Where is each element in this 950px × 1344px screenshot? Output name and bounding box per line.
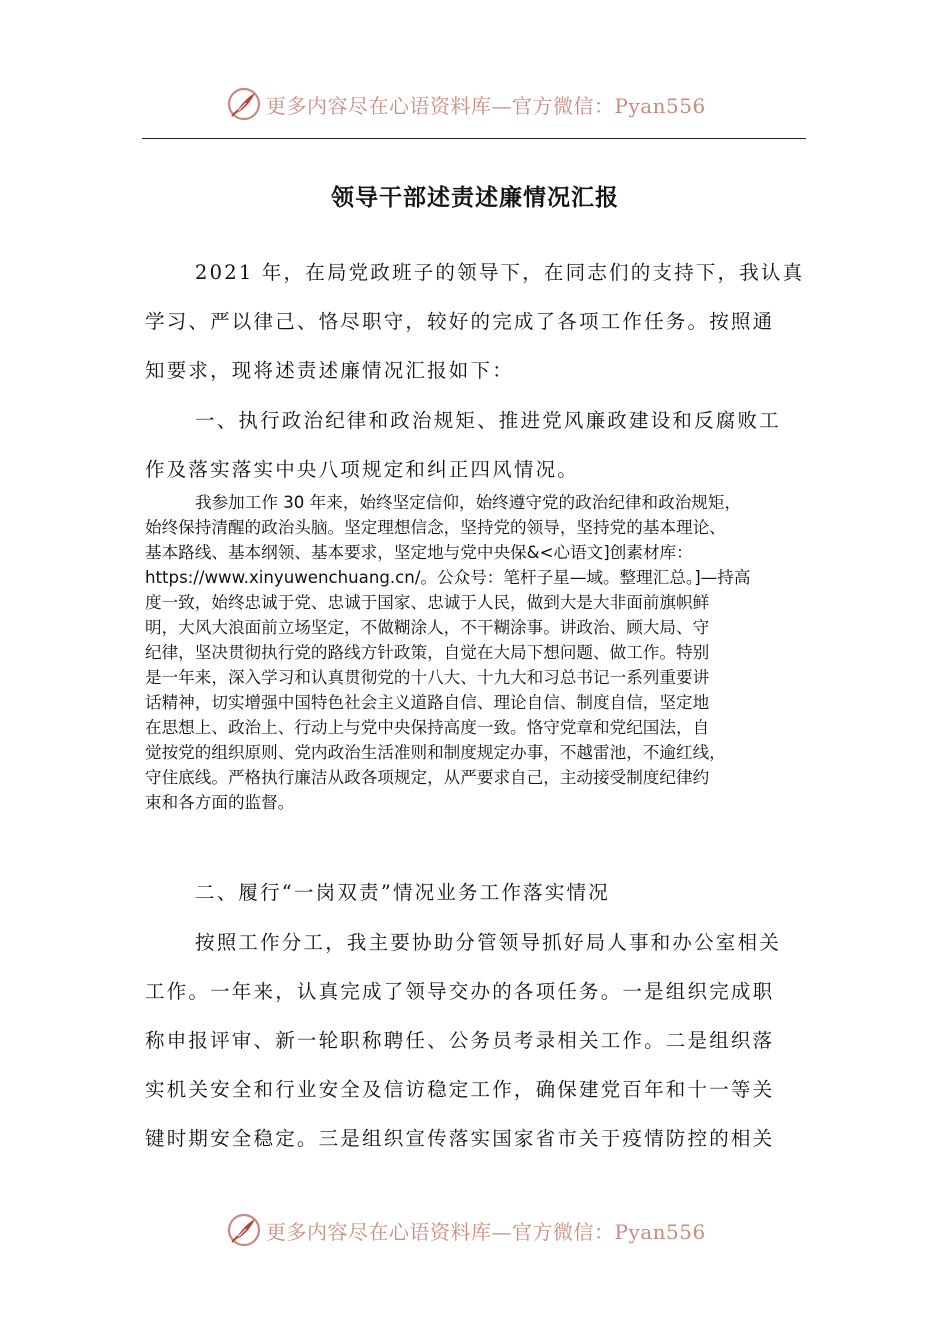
footer-banner [0,1208,950,1252]
section2-body: 按照工作分工，我主要协助分管领导抓好局人事和办公室相关 工作。一年来，认真完成了领导交办的各项任务。一是组织完成职 称申报评审、新一轮职称聘任、公务员考录相关工作。二是组织落 实机关安全和行业安全及信访稳定工作，确保建党百年和十一等关 键时期安全稳定。三是组织宣传落实国家省市关于疫情防控的相关 [145,931,781,1150]
section2-heading: 二、履行“一岗双责”情况业务工作落实情况 [195,881,610,904]
wechat-id: Pyan556 [614,94,706,118]
footer-banner-text: 更多内容尽在心语资料库—官方微信：Pyan556 [266,1220,706,1244]
header-banner-text: 更多内容尽在心语资料库—官方微信：Pyan556 [266,94,706,118]
section1-heading: 一、执行政治纪律和政治规矩、推进党风廉政建设和反腐败工 作及落实落实中央八项规定和纠正四风情况。 [145,409,781,481]
document-title: 领导干部述责述廉情况汇报 [331,184,619,211]
feather-pen-logo-icon [226,86,262,122]
header-banner [0,82,950,126]
intro-paragraph: 2021 年，在局党政班子的领导下，在同志们的支持下，我认真 学习、严以律己、恪尽职守，较好的完成了各项工作任务。按照通 知要求，现将述责述廉情况汇报如下： [145,261,805,382]
feather-pen-logo-icon [226,1212,262,1248]
header-divider [142,138,806,139]
wechat-id: Pyan556 [614,1220,706,1244]
section1-body: 我参加工作 30 年来，始终坚定信仰，始终遵守党的政治纪律和政治规矩， 始终保持清醒的政治头脑。坚定理想信念，坚持党的领导，坚持党的基本理论、 基本路线、基本纲领、基本要求，坚定地与党中央保&<心语文]创素材库： https://www.xinyuwenchuang.cn/。公众号：笔杆子星—域。整理汇总。]—持高 度一致，始终忠诚于党、忠诚于国家、忠诚于人民，做到大是大非面前旗帜鲜 明，大风大浪面前立场坚定，不做糊涂人，不干糊涂事。讲政治、顾大局、守 纪律，坚决贯彻执行党的路线方针政策，自觉在大局下想问题、做工作。特别 是一年来，深入学习和认真贯彻党的十八大、十九大和习总书记一系列重要讲 话精神，切实增强中国特色社会主义道路自信、理论自信、制度自信，坚定地 在思想上、政治上、行动上与党中央保持高度一致。恪守党章和党纪国法，自 觉按党的组织原则、党内政治生活准则和制度规定办事，不越雷池，不逾红线， 守住底线。严格执行廉洁从政各项规定，从严要求自己，主动接受制度纪律约 束和各方面的监督。 [145,493,751,812]
